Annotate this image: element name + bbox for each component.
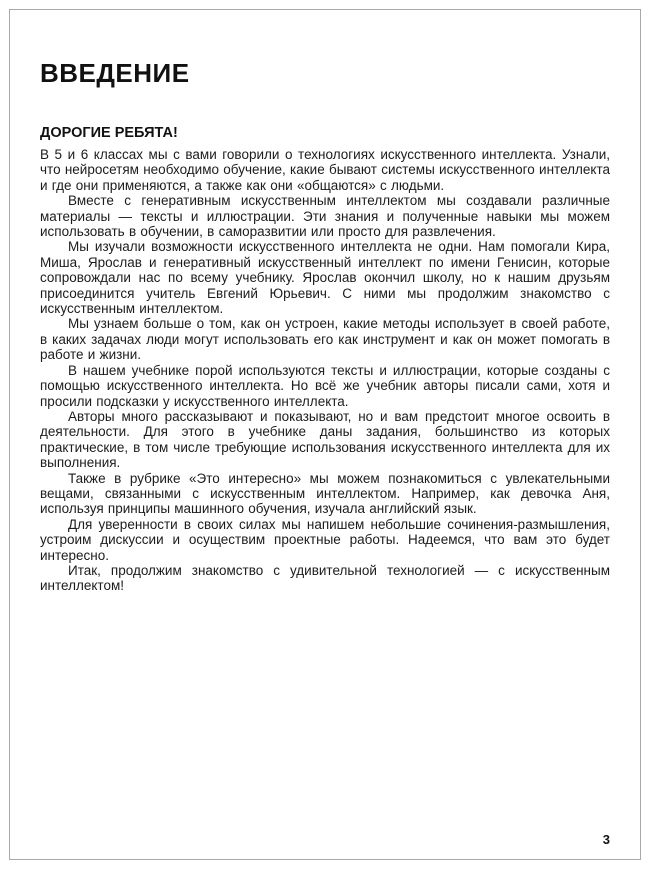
paragraph: Итак, продолжим знакомство с удивительной технологией — с искусственным интеллектом! — [40, 562, 610, 594]
page-number: 3 — [602, 832, 610, 847]
paragraph: Мы изучали возможности искусственного интеллекта не одни. Нам помогали Кира, Миша, Ярослав и генеративный искусственный интеллект по имени Генисин, которые сопровождали нас по всему учебнику. Ярослав окончил школу, но к нашим друзьям присоединится учитель Евгений Юрьевич. С ними мы продолжим знакомство с искусственным интеллектом. — [40, 239, 610, 317]
page-content — [40, 58, 610, 594]
paragraph: В нашем учебнике порой используются тексты и иллюстрации, которые созданы с помощью искусственного интеллекта. Но всё же учебник авторы писали сами, хотя и просили подсказки у искусственного интеллекта. — [40, 362, 610, 409]
paragraph: Также в рубрике «Это интересно» мы можем познакомиться с увлекательными вещами, связанными с искусственным интеллектом. Например, как девочка Аня, используя принципы машинного обучения, изучала английский язык. — [40, 470, 610, 517]
paragraph: Вместе с генеративным искусственным интеллектом мы создавали различные материалы — тексты и иллюстрации. Эти знания и полученные навыки мы можем использовать в обучении, в саморазвитии или просто для развлечения. — [40, 193, 610, 240]
paragraph: Авторы много рассказывают и показывают, но и вам предстоит многое освоить в деятельности. Для этого в учебнике даны задания, большинство из которых практические, в том числе требующие использования искусственного интеллекта для их выполнения. — [40, 408, 610, 471]
chapter-title: ВВЕДЕНИЕ — [40, 58, 190, 88]
paragraph: Для уверенности в своих силах мы напишем небольшие сочинения-размышления, устроим дискуссии и осуществим проектные работы. Надеемся, что вам это будет интересно. — [40, 516, 610, 563]
paragraph: В 5 и 6 классах мы с вами говорили о технологиях искусственного интеллекта. Узнали, что нейросетям необходимо обучение, какие бывают системы искусственного интеллекта и где они применяются, а также как они «общаются» с людьми. — [40, 147, 610, 193]
paragraph: Мы узнаем больше о том, как он устроен, какие методы использует в своей работе, в каких задачах люди могут использовать его как инструмент и как он может помогать в работе и жизни. — [40, 316, 610, 363]
body-text — [40, 147, 610, 594]
greeting-heading: ДОРОГИЕ РЕБЯТА! — [40, 125, 178, 141]
